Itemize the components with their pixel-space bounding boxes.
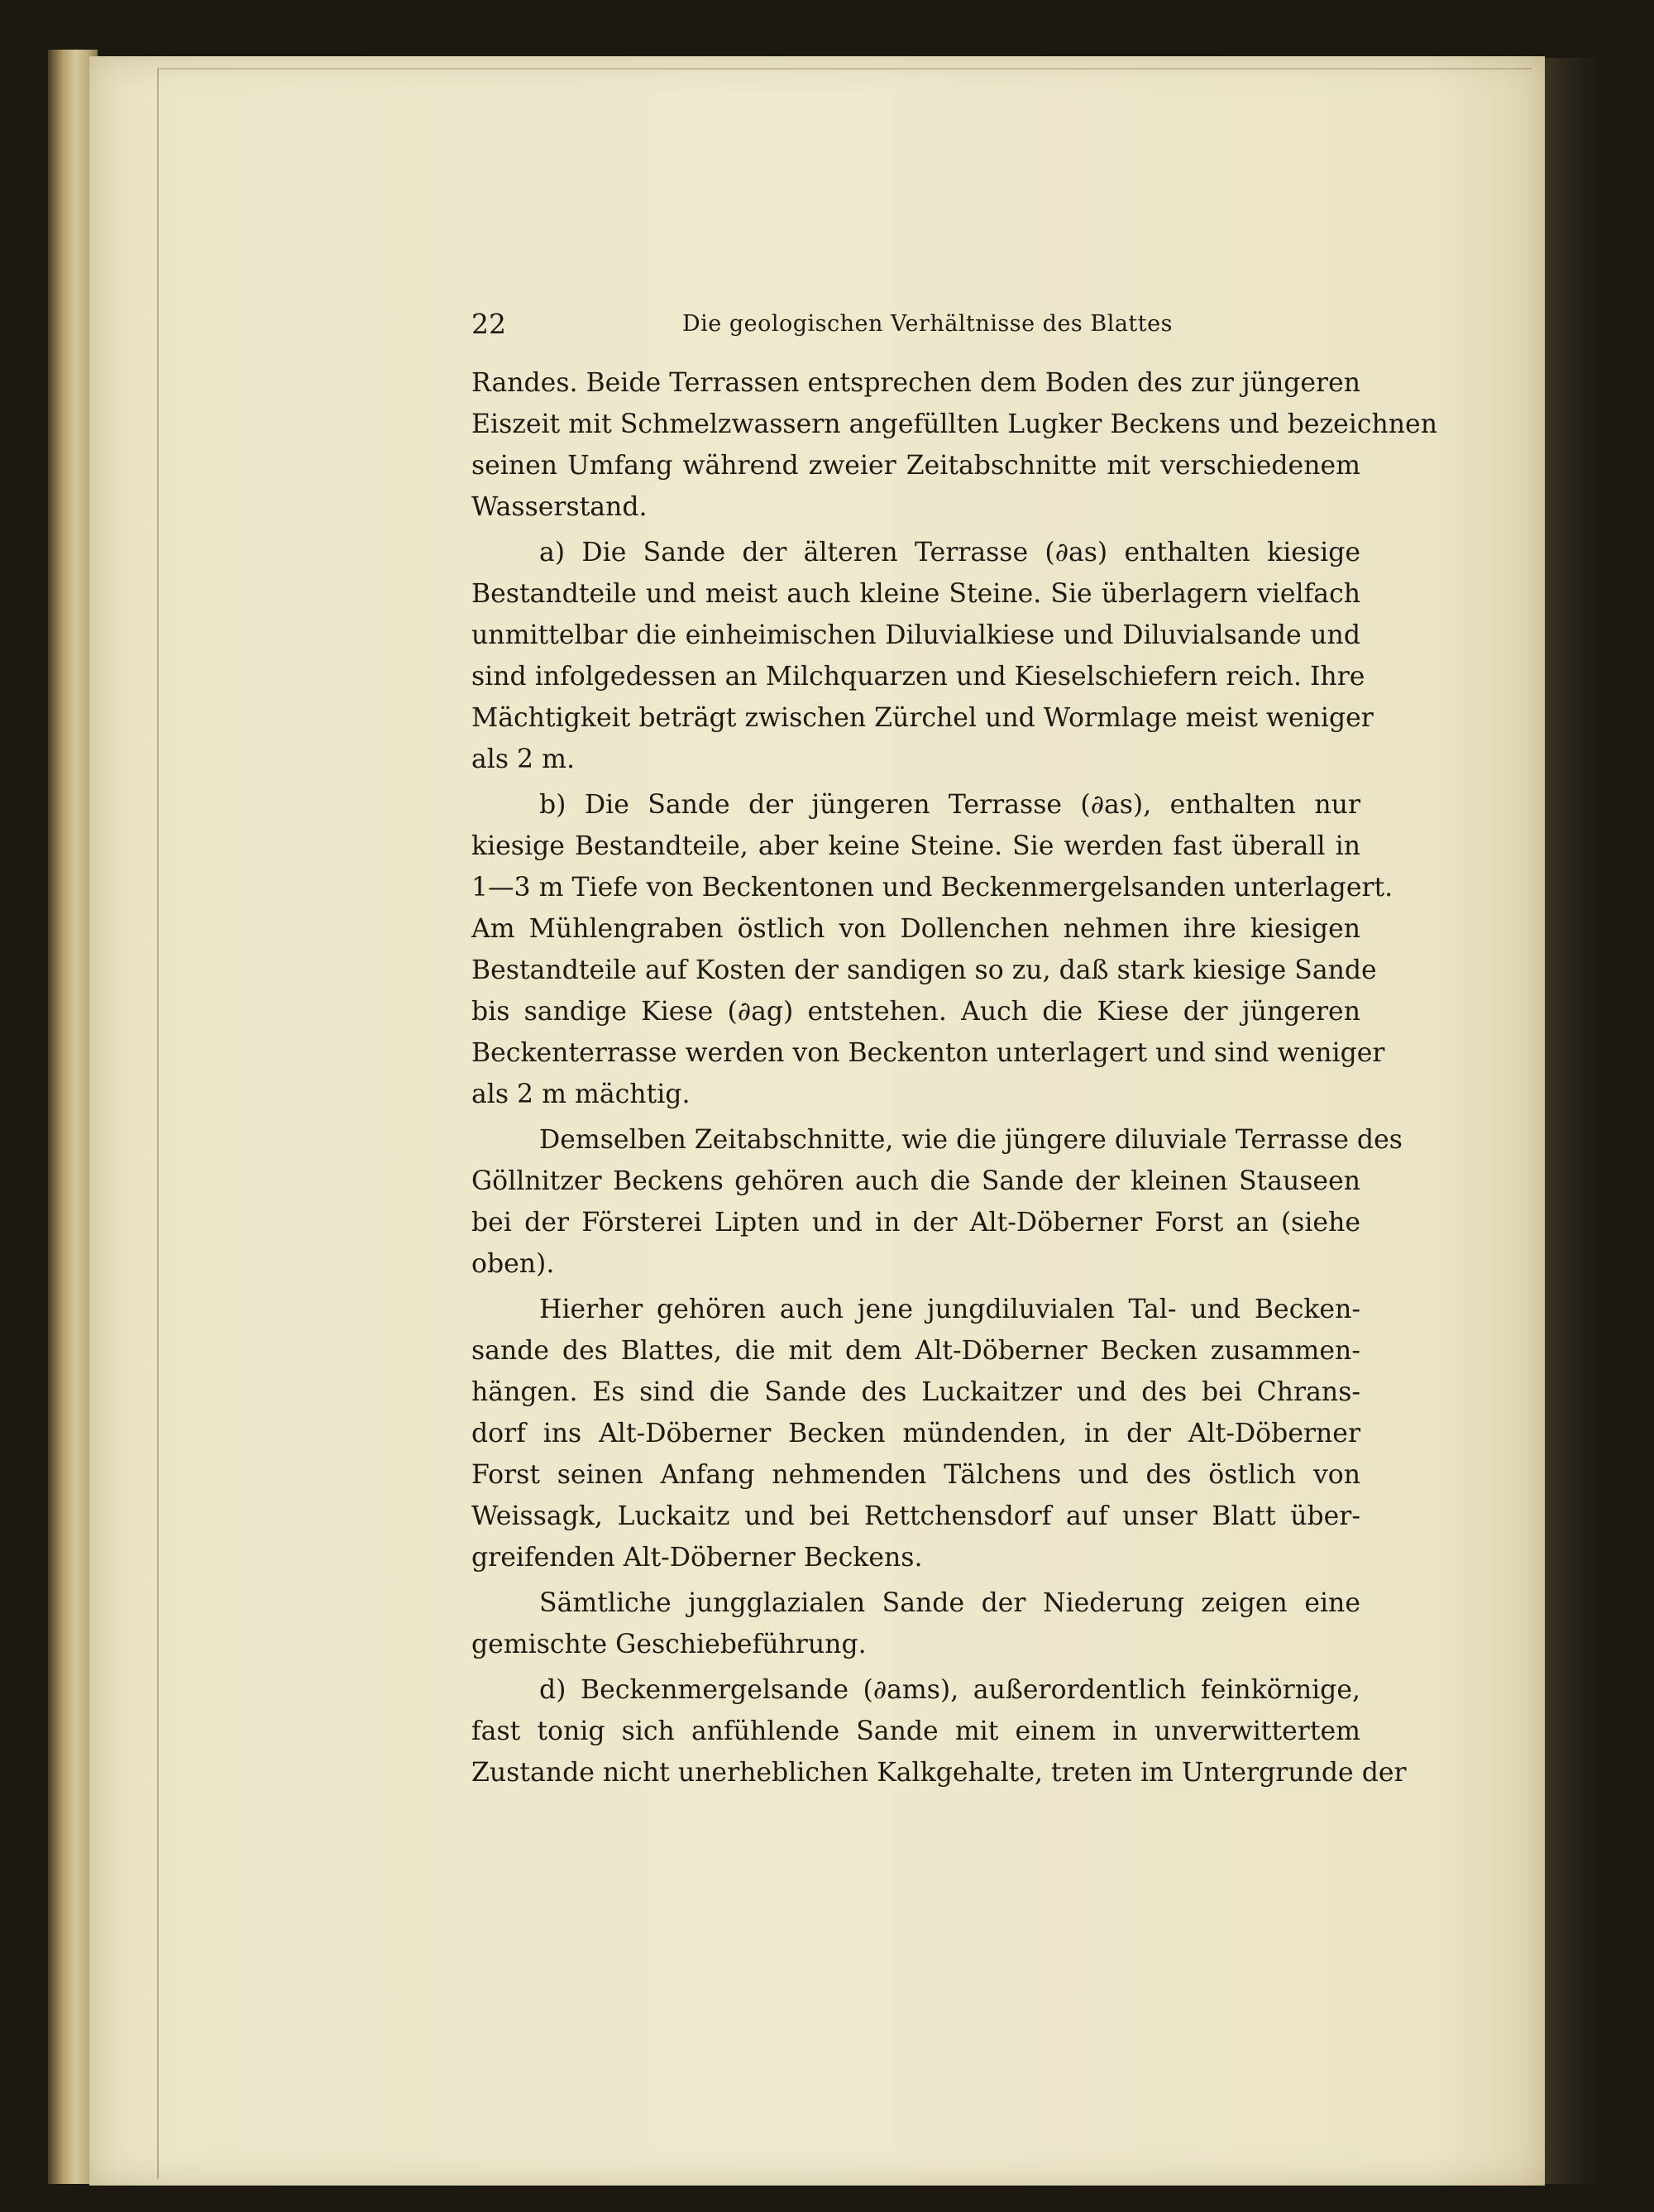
text-line: Eiszeit mit Schmelzwassern angefüllten Lugker Beckens und bezeichnen [471, 409, 1437, 439]
paragraph-demselben [471, 1119, 1403, 1285]
text-line: dorf ins Alt-Döberner Becken mündenden, in der Alt-Döberner [471, 1419, 1360, 1448]
binding-edge [1545, 58, 1603, 2184]
paragraph-b [471, 784, 1393, 1115]
text-line: Sämtliche jungglazialen Sande der Niederung zeigen eine [539, 1588, 1360, 1618]
text-line: hängen. Es sind die Sande des Luckaitzer und des bei Chrans- [471, 1377, 1360, 1407]
paragraph-saemtliche [471, 1582, 1360, 1665]
text-line: sande des Blattes, die mit dem Alt-Döberner Becken zusammen- [471, 1336, 1360, 1366]
text-line: Hierher gehören auch jene jungdiluvialen Tal- und Becken- [539, 1295, 1360, 1324]
paragraph-d [471, 1669, 1407, 1793]
text-line: bis sandige Kiese (∂ag) entstehen. Auch die Kiese der jüngeren [471, 997, 1360, 1027]
running-head [471, 308, 1360, 349]
text-line: a) Die Sande der älteren Terrasse (∂as) enthalten kiesige [539, 538, 1360, 567]
text-line: seinen Umfang während zweier Zeitabschnitte mit verschiedenem [471, 451, 1360, 481]
text-line: Weissagk, Luckaitz und bei Rettchensdorf auf unser Blatt über- [471, 1501, 1360, 1531]
text-line: als 2 m mächtig. [471, 1080, 691, 1109]
text-line: Beckenterrasse werden von Beckenton unterlagert und sind weniger [471, 1038, 1385, 1068]
text-line: Randes. Beide Terrassen entsprechen dem Boden des zur jüngeren [471, 368, 1361, 398]
text-line: Demselben Zeitabschnitte, wie die jüngere diluviale Terrasse des [539, 1125, 1403, 1155]
text-line: 1—3 m Tiefe von Beckentonen und Beckenmergelsanden unterlagert. [471, 873, 1393, 903]
text-line: Am Mühlengraben östlich von Dollenchen nehmen ihre kiesigen [471, 914, 1360, 944]
text-line: unmittelbar die einheimischen Diluvialkiese und Diluvialsande und [471, 620, 1360, 650]
text-line: oben). [471, 1249, 555, 1279]
text-line: kiesige Bestandteile, aber keine Steine. Sie werden fast überall in [471, 831, 1360, 861]
paragraph-hierher [471, 1289, 1360, 1578]
text-line: Zustande nicht unerheblichen Kalkgehalte, treten im Untergrunde der [471, 1758, 1407, 1788]
paragraph-continuation [471, 362, 1437, 528]
text-line: d) Beckenmergelsande (∂ams), außerordentlich feinkörnige, [539, 1675, 1360, 1705]
page-number: 22 [471, 308, 506, 340]
text-line: gemischte Geschiebeführung. [471, 1630, 867, 1659]
paragraph-a [471, 532, 1374, 780]
text-line: Mächtigkeit beträgt zwischen Zürchel und Wormlage meist weniger [471, 703, 1374, 733]
text-line: b) Die Sande der jüngeren Terrasse (∂as), enthalten nur [539, 790, 1360, 820]
running-title: Die geologischen Verhältnisse des Blattes [682, 311, 1173, 337]
text-line: als 2 m. [471, 745, 575, 774]
page-text [471, 308, 1437, 1798]
text-line: sind infolgedessen an Milchquarzen und Kieselschiefern reich. Ihre [471, 662, 1365, 692]
text-line: Wasserstand. [471, 492, 648, 522]
text-line: greifenden Alt-Döberner Beckens. [471, 1543, 923, 1573]
text-line: bei der Försterei Lipten und in der Alt-Döberner Forst an (siehe [471, 1208, 1360, 1238]
text-line: Bestandteile auf Kosten der sandigen so zu, daß stark kiesige Sande [471, 955, 1377, 985]
text-line: Bestandteile und meist auch kleine Steine. Sie überlagern vielfach [471, 579, 1360, 609]
text-line: Göllnitzer Beckens gehören auch die Sande der kleinen Stauseen [471, 1166, 1360, 1196]
text-line: fast tonig sich anfühlende Sande mit einem in unverwittertem [471, 1716, 1360, 1746]
text-line: Forst seinen Anfang nehmenden Tälchens und des östlich von [471, 1460, 1360, 1490]
